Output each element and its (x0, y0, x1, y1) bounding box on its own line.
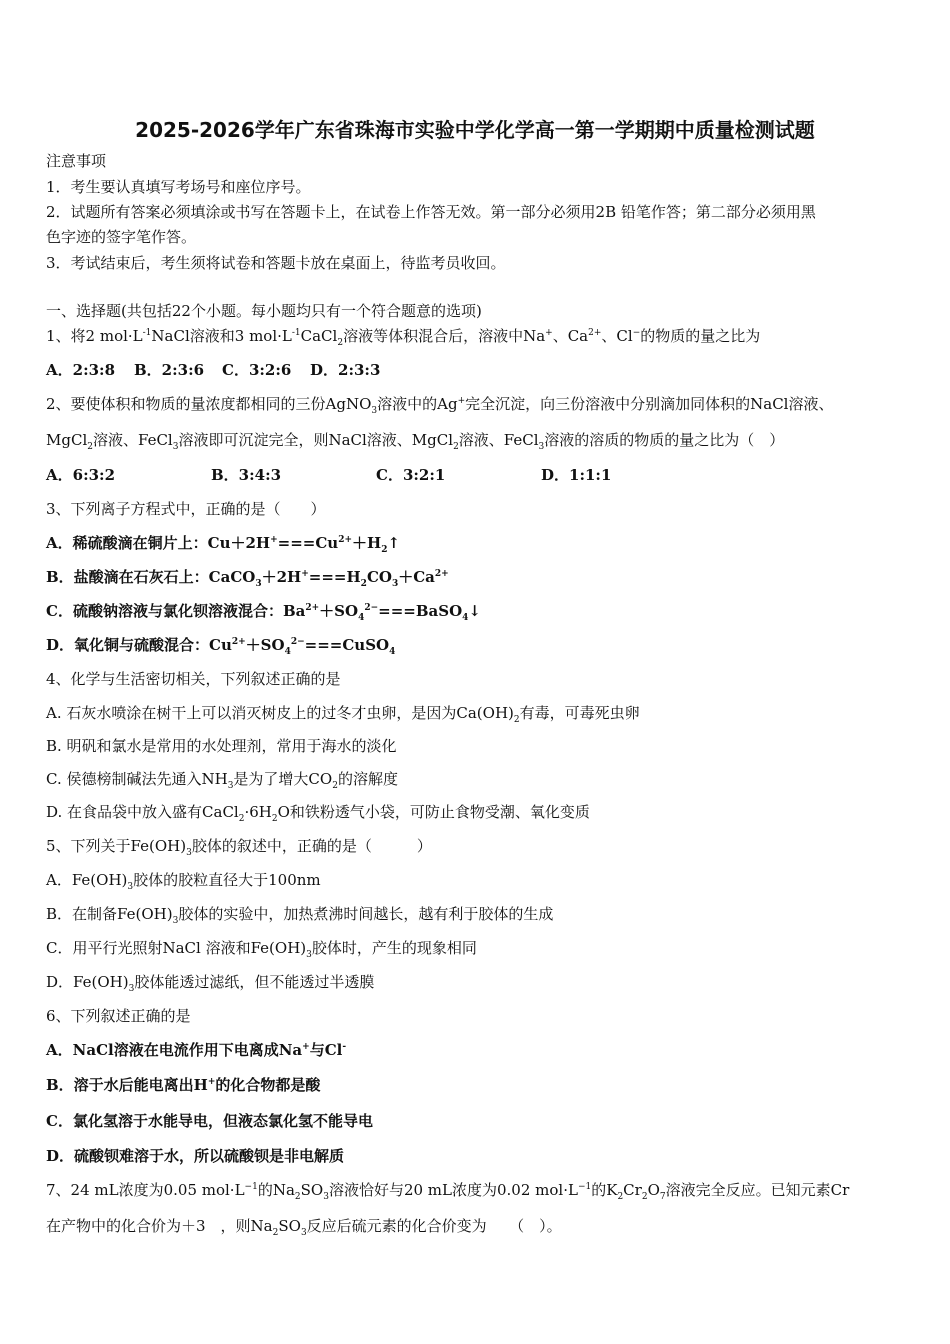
question-4-option-a[interactable]: A. 石灰水喷涂在树干上可以消灭树皮上的过冬才虫卵，是因为$Ca(OH)_2$有毒，可毒死虫卵 (46, 704, 640, 725)
question-2-options (46, 465, 611, 485)
question-5-option-d[interactable]: D．$Fe(OH)_3$胶体能透过滤纸，但不能透过半透膜 (46, 973, 375, 994)
question-4-stem: 4、化学与生活密切相关，下列叙述正确的是 (46, 670, 341, 688)
option-d[interactable]: D．1:1:1 (541, 466, 612, 484)
question-3-option-a[interactable]: A．稀硫酸滴在铜片上：$Cu+2H^+===Cu^{2+}+H_2↑$ (46, 534, 401, 555)
option-b[interactable]: B．3:4:3 (211, 466, 282, 484)
question-5-option-c[interactable]: C．用平行光照射NaCl 溶液和$Fe(OH)_3$胶体时，产生的现象相同 (46, 939, 477, 960)
notice-item-2: 2．试题所有答案必须填涂或书写在答题卡上，在试卷上作答无效。第一部分必须用2B 铅笔作答；第二部分必须用黑 (46, 203, 816, 221)
question-4-option-c[interactable]: C. 侯德榜制碱法先通入$NH_3$是为了增大$CO_2$的溶解度 (46, 770, 398, 791)
question-4-option-d[interactable]: D. 在食品袋中放入盛有$CaCl_2\cdot 6H_2O$和铁粉透气小袋，可防止食物受潮、氧化变质 (46, 803, 590, 824)
page-title: 2025-2026学年广东省珠海市实验中学化学高一第一学期期中质量检测试题 (135, 118, 815, 142)
question-5-option-a[interactable]: A．$Fe(OH)_3$胶体的胶粒直径大于100nm (46, 871, 321, 892)
question-5-option-b[interactable]: B．在制备$Fe(OH)_3$胶体的实验中，加热煮沸时间越长，越有利于胶体的生成 (46, 905, 554, 926)
question-2-stem-cont: MgCl$_2$溶液、FeCl$_3$溶液即可沉淀完全，则NaCl溶液、MgCl$_2$溶液、FeCl$_3$溶液的溶质的物质的量之比为（ ） (46, 431, 785, 452)
question-6-option-a[interactable]: A．NaCl溶液在电流作用下电离成Na+与Cl- (46, 1041, 347, 1059)
option-c[interactable]: C．3:2:6 (222, 361, 292, 379)
question-6-option-d[interactable]: D．硫酸钡难溶于水，所以硫酸钡是非电解质 (46, 1147, 345, 1165)
question-3-stem: 3、下列离子方程式中，正确的是（ ） (46, 500, 326, 518)
option-d[interactable]: D．2:3:3 (310, 361, 381, 379)
option-a[interactable]: A．6:3:2 (46, 466, 116, 484)
question-7-stem-cont: 在产物中的化合价为＋3 ，则$Na_2SO_3$反应后硫元素的化合价变为 （ ）。 (46, 1217, 562, 1238)
question-3-option-c[interactable]: C．硫酸钠溶液与氯化钡溶液混合：$Ba^{2+}+SO_4^{2-}===BaSO_4↓$ (46, 602, 481, 623)
question-2-stem: 2、要使体积和物质的量浓度都相同的三份AgNO$_3$溶液中的Ag+完全沉淀，向三份溶液中分别滴加同体积的NaCl溶液、 (46, 395, 834, 416)
question-7-stem: 7、24 mL浓度为0.05 $mol\cdot L^{-1}$的$Na_2SO_3$溶液恰好与20 mL浓度为0.02 $mol\cdot L^{-1}$的$K_2Cr_2O_7$溶液完全反应。已知元素Cr (46, 1181, 850, 1202)
question-4-option-b[interactable]: B. 明矾和氯水是常用的水处理剂，常用于海水的淡化 (46, 737, 397, 755)
notice-heading: 注意事项 (46, 152, 107, 170)
question-6-stem: 6、下列叙述正确的是 (46, 1007, 191, 1025)
notice-item-3: 3．考试结束后，考生须将试卷和答题卡放在桌面上，待监考员收回。 (46, 254, 506, 272)
question-6-option-c[interactable]: C．氯化氢溶于水能导电，但液态氯化氢不能导电 (46, 1112, 373, 1130)
question-6-option-b[interactable]: B．溶于水后能电离出H+的化合物都是酸 (46, 1076, 321, 1094)
notice-item-1: 1．考生要认真填写考场号和座位序号。 (46, 178, 311, 196)
option-a[interactable]: A．2:3:8 (46, 361, 116, 379)
question-3-option-b[interactable]: B．盐酸滴在石灰石上：$CaCO_3+2H^+===H_2CO_3+Ca^{2+}$ (46, 568, 449, 589)
question-1-options (46, 360, 380, 380)
option-c[interactable]: C．3:2:1 (376, 466, 446, 484)
option-b[interactable]: B．2:3:6 (134, 361, 205, 379)
question-1-stem: 1、将2 $mol\cdot L^{-1}NaCl$溶液和3 $mol\cdot L^{-1}CaCl_2$溶液等体积混合后，溶液中Na+、$Ca^{2+}$、Cl−的物质的量之比为 (46, 327, 761, 348)
section-heading: 一、选择题(共包括22个小题。每小题均只有一个符合题意的选项) (46, 302, 482, 320)
question-5-stem: 5、下列关于$Fe(OH)_3$胶体的叙述中，正确的是（ ） (46, 837, 432, 858)
notice-item-2-cont: 色字迹的签字笔作答。 (46, 228, 197, 246)
question-3-option-d[interactable]: D．氧化铜与硫酸混合：$Cu^{2+}+SO_4^{2-}===CuSO_4$ (46, 636, 396, 657)
